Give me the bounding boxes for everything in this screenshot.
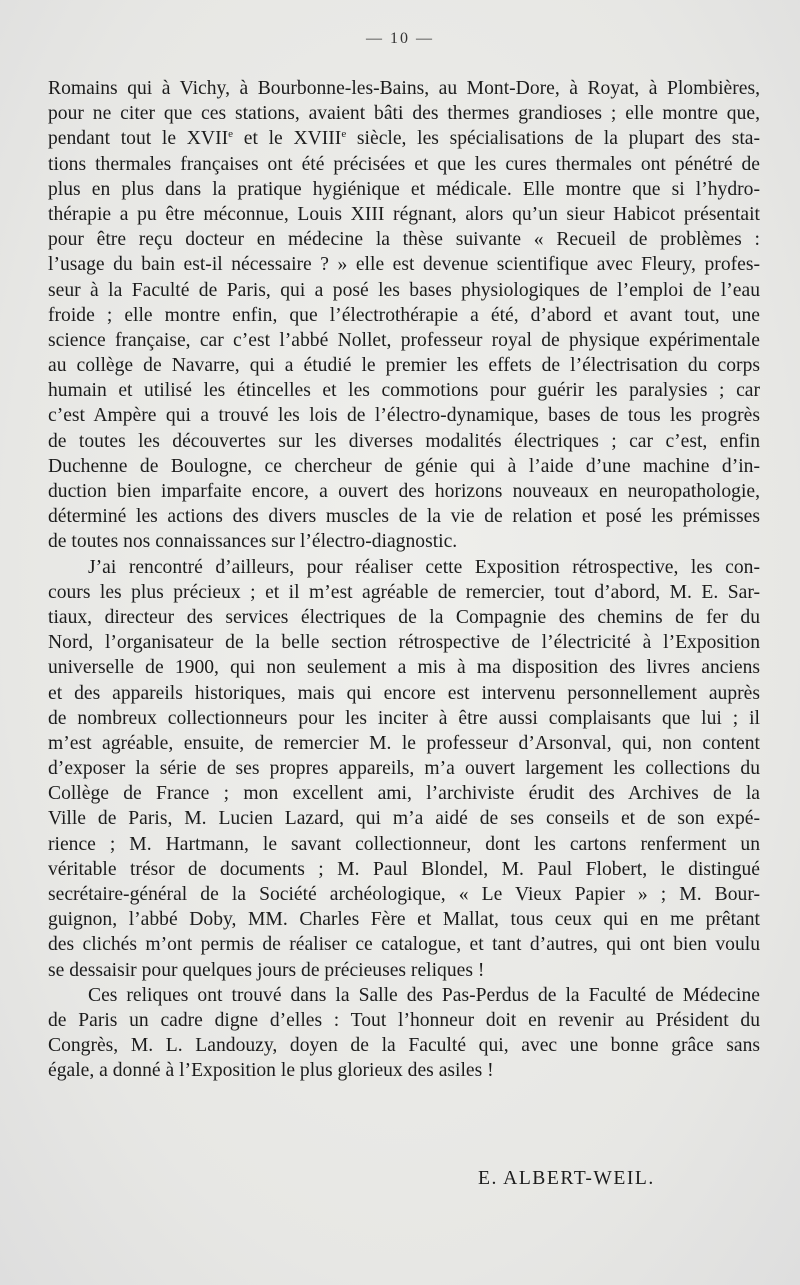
text-line: Romains qui à Vichy, à Bourbonne-les-Bains, au Mont-Dore, à Royat, à Plombières, [48,78,760,99]
text-line: tiaux, directeur des services électriques de la Compagnie des chemins de fer du [48,606,760,628]
text-line: tions thermales françaises ont été précisées et que les cures thermales ont pénétré de [48,153,760,175]
text-line: plus en plus dans la pratique hygiénique et médicale. Elle montre que si l’hydro- [48,178,760,200]
body-text [48,76,760,1084]
text-line: universelle de 1900, qui non seulement a mis à ma disposition des livres anciens [48,657,760,679]
text-line: et des appareils historiques, mais qui encore est intervenu personnellement auprès [48,682,760,704]
text-line: Nord, l’organisateur de la belle section rétrospective de l’électricité à l’Exposition [48,632,760,654]
text-line: Collège de France ; mon excellent ami, l’archiviste érudit des Archives de la [48,783,760,805]
text-line: Ville de Paris, M. Lucien Lazard, qui m’a aidé de ses conseils et de son expé- [48,808,760,830]
text-line: m’est agréable, ensuite, de remercier M. le professeur d’Arsonval, qui, non content [48,732,760,754]
text-line: Congrès, M. L. Landouzy, doyen de la Faculté qui, avec une bonne grâce sans [48,1035,760,1057]
text-line: secrétaire-général de la Société archéologique, « Le Vieux Papier » ; M. Bour- [48,884,760,905]
text-line: duction bien imparfaite encore, a ouvert des horizons nouveaux en neuropathologie, [48,481,760,502]
text-line: Duchenne de Boulogne, ce chercheur de génie qui à l’aide d’une machine d’in- [48,455,760,477]
text-line: cours les plus précieux ; et il m’est agréable de remercier, tout d’abord, M. E. Sar- [48,581,760,603]
text-line: de toutes les découvertes sur les diverses modalités électriques ; car c’est, enfin [48,430,760,452]
text-line: déterminé les actions des divers muscles de la vie de relation et posé les prémisses [48,506,760,528]
text-line: pour être reçu docteur en médecine la thèse suivante « Recueil de problèmes : [48,229,760,251]
text-line: pour ne citer que ces stations, avaient bâti des thermes grandioses ; elle montre que, [48,103,760,125]
text-line: seur à la Faculté de Paris, qui a posé les bases physiologiques de l’emploi de l’eau [48,279,760,301]
signature: E. ALBERT-WEIL. [478,1168,655,1189]
page-number: — 10 — [366,30,434,47]
text-line: de Paris un cadre digne d’elles : Tout l’honneur doit en revenir au Président du [48,1009,760,1031]
text-line: de toutes nos connaissances sur l’électro-diagnostic. [48,531,458,553]
text-line: se dessaisir pour quelques jours de précieuses reliques ! [48,959,485,981]
text-line: véritable trésor de documents ; M. Paul Blondel, M. Paul Flobert, le distingué [48,858,760,880]
text-line: de nombreux collectionneurs pour les inciter à être aussi complaisants que lui ; il [48,707,760,729]
text-line: égale, a donné à l’Exposition le plus glorieux des asiles ! [48,1060,494,1082]
text-line: thérapie a pu être méconnue, Louis XIII régnant, alors qu’un sieur Habicot présentait [48,203,760,225]
text-line: rience ; M. Hartmann, le savant collectionneur, dont les cartons renferment un [48,833,760,855]
text-line: l’usage du bain est-il nécessaire ? » elle est devenue scientifique avec Fleury, profes- [48,254,760,276]
text-line: humain et utilisé les étincelles et les commotions pour guérir les paralysies ; car [48,380,760,402]
text-line: c’est Ampère qui a trouvé les lois de l’électro-dynamique, bases de tous les progrès [48,405,760,427]
text-line: froide ; elle montre enfin, que l’électrothérapie a été, d’abord et avant tout, une [48,304,760,326]
text-line: pendant tout le XVIIe et le XVIIIe siècle, les spécialisations de la plupart des sta- [48,128,760,150]
text-line: Ces reliques ont trouvé dans la Salle des Pas-Perdus de la Faculté de Médecine [88,984,760,1006]
text-line: d’exposer la série de ses propres appareils, m’a ouvert largement les collections du [48,758,760,780]
text-line: science française, car c’est l’abbé Nollet, professeur royal de physique expérimentale [48,329,760,351]
text-line: des clichés m’ont permis de réaliser ce catalogue, et tant d’autres, qui ont bien voulu [48,934,760,956]
text-line: guignon, l’abbé Doby, MM. Charles Fère et Mallat, tous ceux qui en me prêtant [48,909,760,931]
text-line: au collège de Navarre, qui a étudié le premier les effets de l’électrisation du corps [48,355,760,377]
text-line: J’ai rencontré d’ailleurs, pour réaliser cette Exposition rétrospective, les con- [88,556,760,578]
